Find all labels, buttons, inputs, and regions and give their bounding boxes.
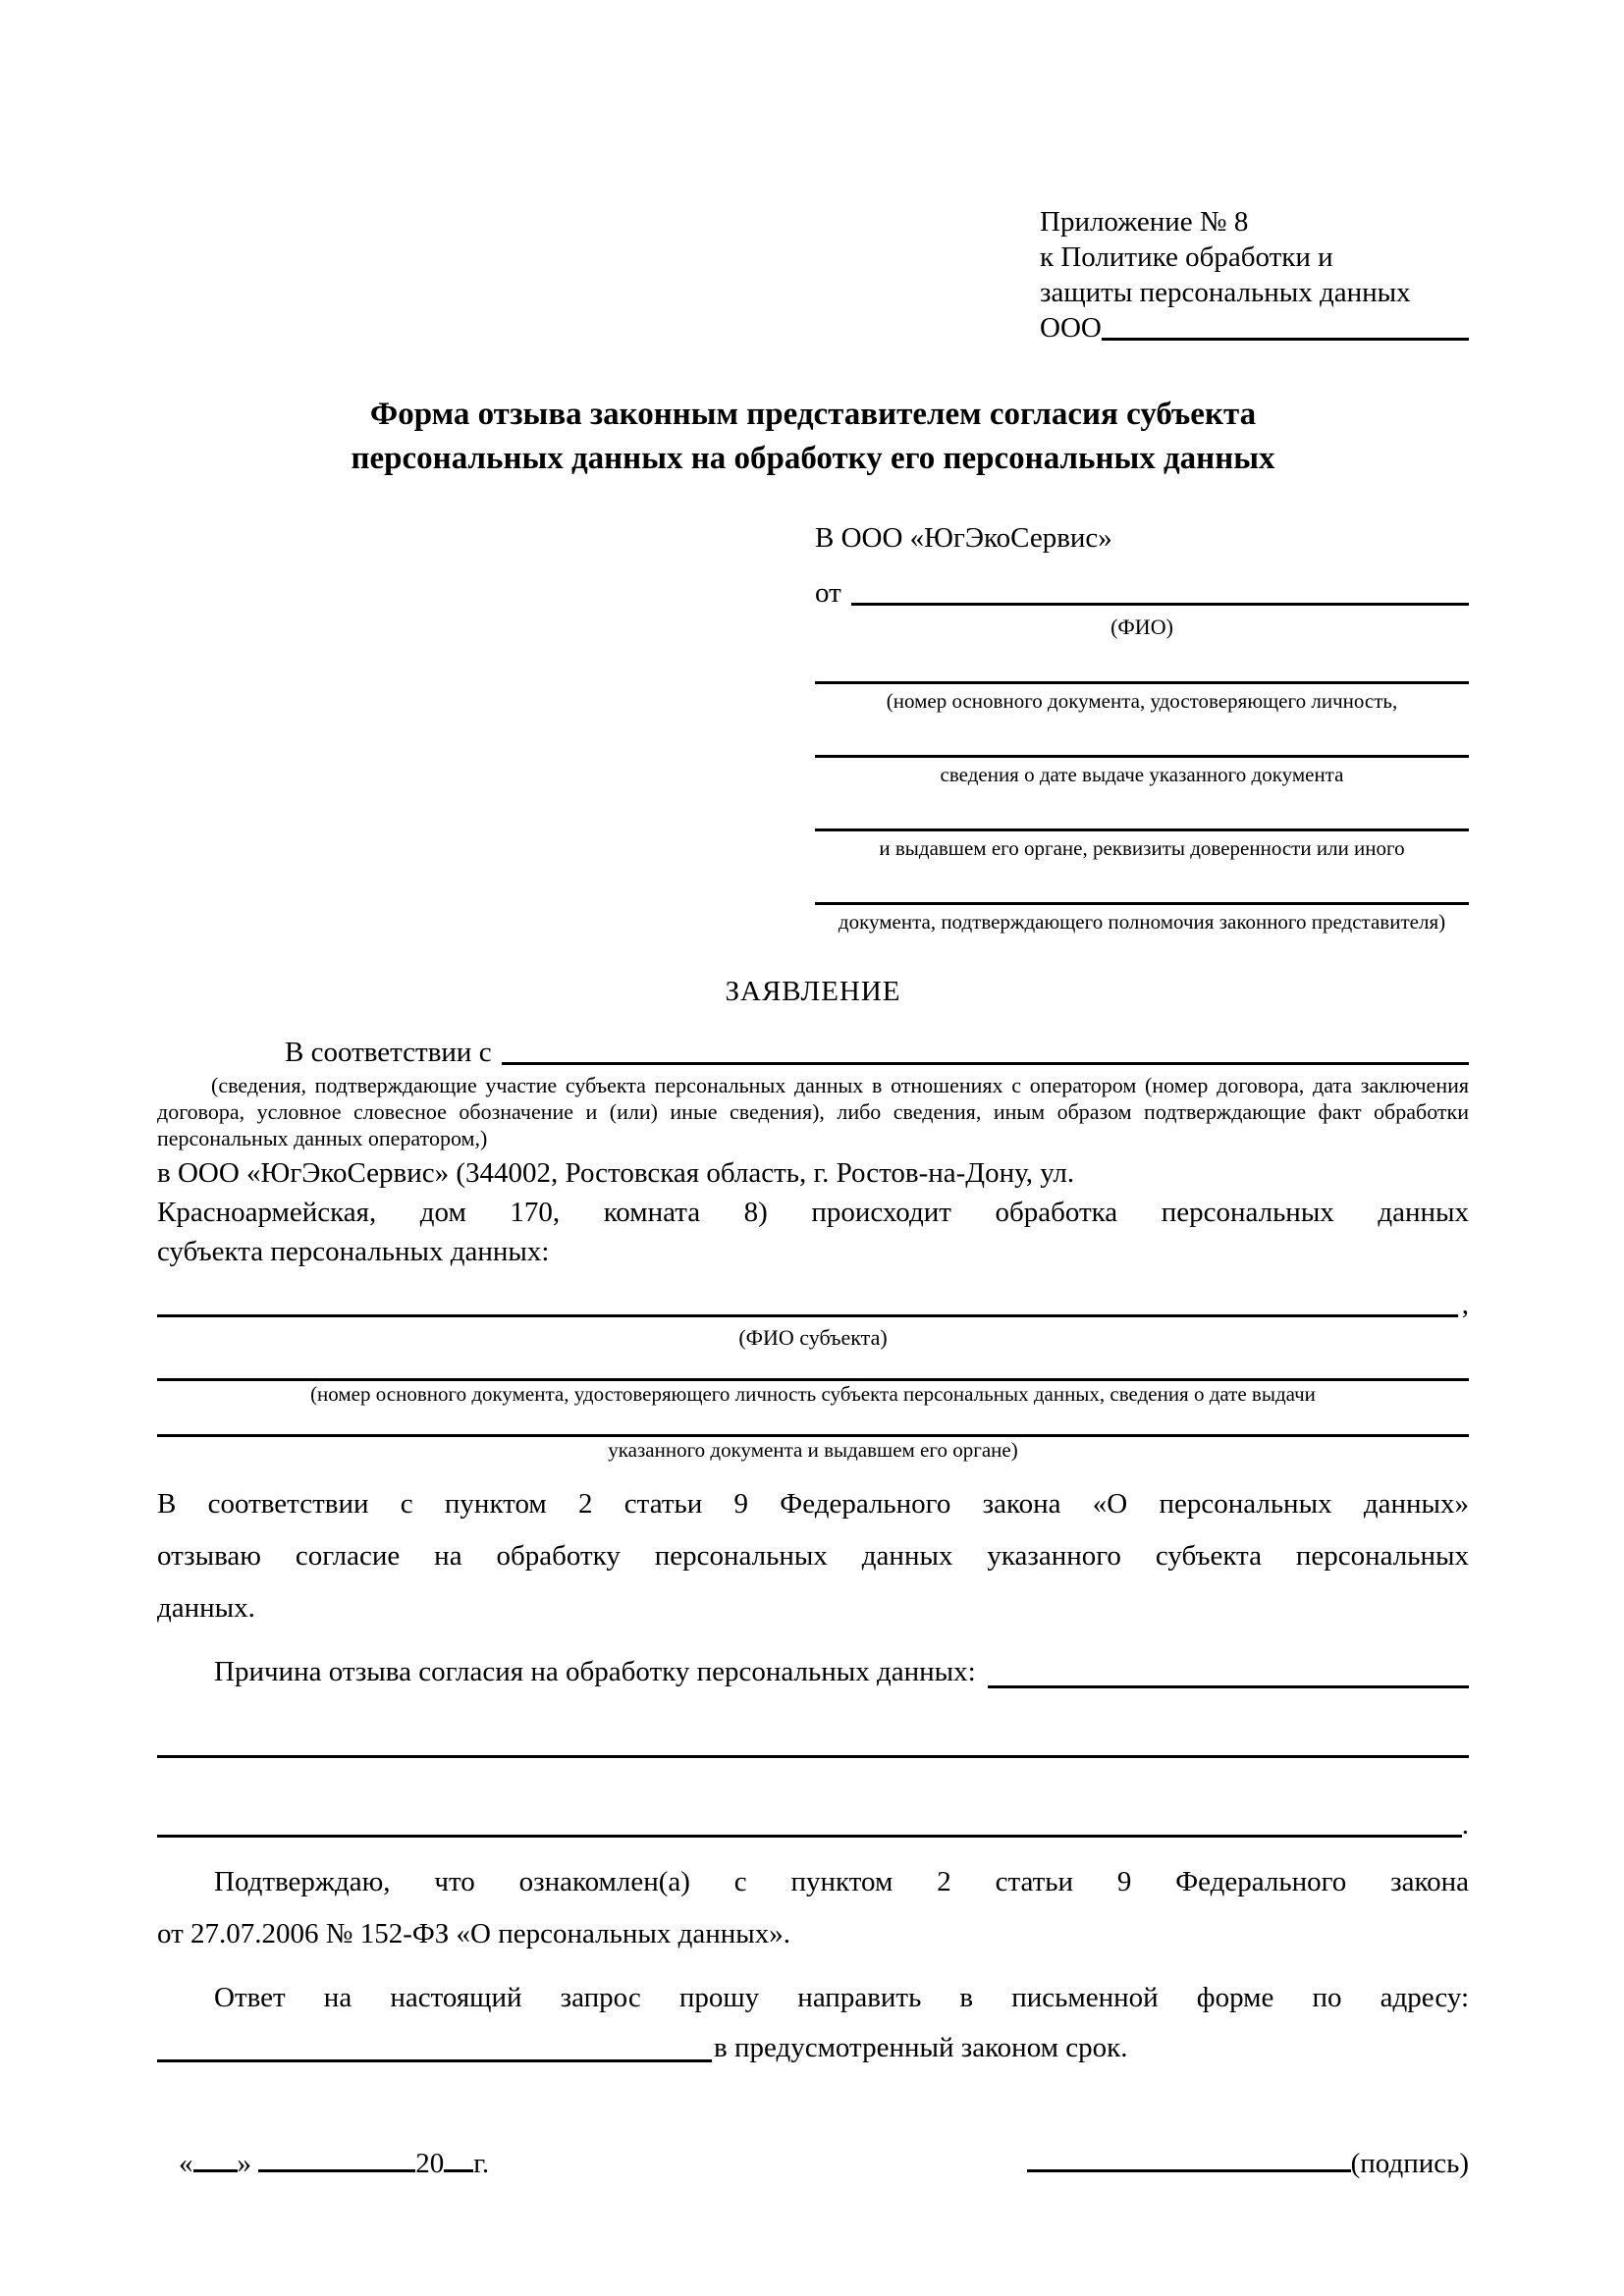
day-fill-blank — [193, 2168, 238, 2172]
fill-line — [815, 828, 1469, 831]
century: 20 — [415, 2148, 445, 2179]
trailing-period: . — [1461, 1809, 1469, 1841]
intro-caption: (сведения, подтверждающие участие субъекта персональных данных в отношениях с оператором (номер договора, дата заключения договора, условное словесное обозначение и (или) иные сведения), либо сведения, иным образом подтверждающие факт обработки персональных данных оператором,) — [157, 1073, 1469, 1150]
operator-paragraph — [157, 1153, 1469, 1271]
operator-line: Красноармейская, дом 170, комната 8) происходит обработка персональных данных — [157, 1197, 1469, 1228]
withdrawal-paragraph — [157, 1478, 1469, 1634]
from-fill-blank — [851, 575, 1469, 606]
fill-line — [815, 681, 1469, 684]
footer — [157, 2146, 1469, 2181]
addressee-company: В ООО «ЮгЭкоСервис» — [815, 522, 1112, 554]
reason-blank-row — [157, 1807, 1469, 1842]
withdrawal-line: данных. — [157, 1592, 255, 1624]
year-suffix: г. — [473, 2148, 490, 2179]
title-line: Форма отзыва законным представителем согласия субъекта — [369, 397, 1257, 432]
document-title — [157, 393, 1469, 481]
withdrawal-line: В соответствии с пунктом 2 статьи 9 Федерального закона «О персональных данных» — [157, 1488, 1469, 1520]
doc-number-caption: (номер основного документа, удостоверяющего личность, — [886, 689, 1398, 713]
ooo-fill-blank — [1102, 310, 1469, 341]
appendix-note — [1040, 204, 1469, 346]
title-line: персональных данных на обработку его персональных данных — [351, 441, 1275, 476]
fill-line — [157, 1755, 1469, 1758]
signature-fill-blank — [1027, 2168, 1351, 2172]
trailing-comma: , — [1461, 1289, 1469, 1320]
subject-fio-blank — [157, 1287, 1458, 1317]
intro-label: В соответствии с — [285, 1037, 492, 1068]
confirmation-line: Подтверждаю, что ознакомлен(а) с пунктом 2 статьи 9 Федерального закона — [214, 1866, 1469, 1897]
signature-caption: (подпись) — [1350, 2148, 1469, 2179]
year-fill-blank — [444, 2168, 473, 2172]
reason-label: Причина отзыва согласия на обработку персональных данных: — [214, 1656, 976, 1687]
confirmation-paragraph — [157, 1856, 1469, 1960]
close-quote: » — [237, 2148, 251, 2179]
confirmation-line: от 27.07.2006 № 152-ФЗ «О персональных данных». — [157, 1918, 791, 1949]
reply-suffix: в предусмотренный законом срок. — [714, 2032, 1128, 2063]
from-row — [815, 575, 1469, 611]
address-fill-blank — [157, 2028, 712, 2062]
issuing-authority-caption: и выдавшем его органе, реквизиты доверенности или иного — [879, 836, 1405, 860]
month-fill-blank — [258, 2168, 415, 2172]
addressee-block — [815, 520, 1469, 934]
reply-address-row — [157, 2028, 1469, 2067]
appendix-line: к Политике обработки и — [1040, 241, 1333, 273]
reason-fill-blank — [988, 1646, 1469, 1688]
withdrawal-line: отзываю согласие на обработку персональных данных указанного субъекта персональных — [157, 1540, 1469, 1572]
operator-line: субъекта персональных данных: — [157, 1236, 550, 1267]
intro-fill-blank — [502, 1035, 1469, 1065]
fio-caption: (ФИО) — [1110, 614, 1173, 639]
date-line — [157, 2146, 489, 2181]
statement-heading: ЗАЯВЛЕНИЕ — [725, 976, 901, 1007]
from-label: от — [815, 577, 841, 609]
ooo-label: ООО — [1040, 312, 1102, 344]
subject-fio-caption: (ФИО субъекта) — [738, 1325, 888, 1350]
reason-fill-blank2 — [157, 1807, 1462, 1838]
fill-line — [815, 755, 1469, 758]
subject-fio-row — [157, 1287, 1469, 1322]
ooo-blank-row — [1040, 310, 1469, 346]
signature-line — [1027, 2146, 1469, 2181]
intro-row — [157, 1035, 1469, 1070]
issue-date-caption: сведения о дате выдаче указанного документа — [940, 763, 1344, 786]
representative-authority-caption: документа, подтверждающего полномочия законного представителя) — [838, 910, 1446, 934]
reply-line: Ответ на настоящий запрос прошу направить в письменной форме по адресу: — [214, 1982, 1469, 2013]
subject-doc-caption2: указанного документа и выдавшем его органе) — [608, 1438, 1018, 1462]
appendix-line: защиты персональных данных — [1040, 277, 1411, 308]
appendix-line: Приложение № 8 — [1040, 206, 1249, 238]
operator-line: в ООО «ЮгЭкоСервис» (344002, Ростовская область, г. Ростов-на-Дону, ул. — [157, 1157, 1075, 1189]
open-quote: « — [179, 2148, 193, 2179]
fill-line — [815, 902, 1469, 905]
subject-doc-caption: (номер основного документа, удостоверяющего личность субъекта персональных данных, сведения о дате выдачи — [310, 1382, 1316, 1406]
reason-row — [157, 1646, 1469, 1698]
